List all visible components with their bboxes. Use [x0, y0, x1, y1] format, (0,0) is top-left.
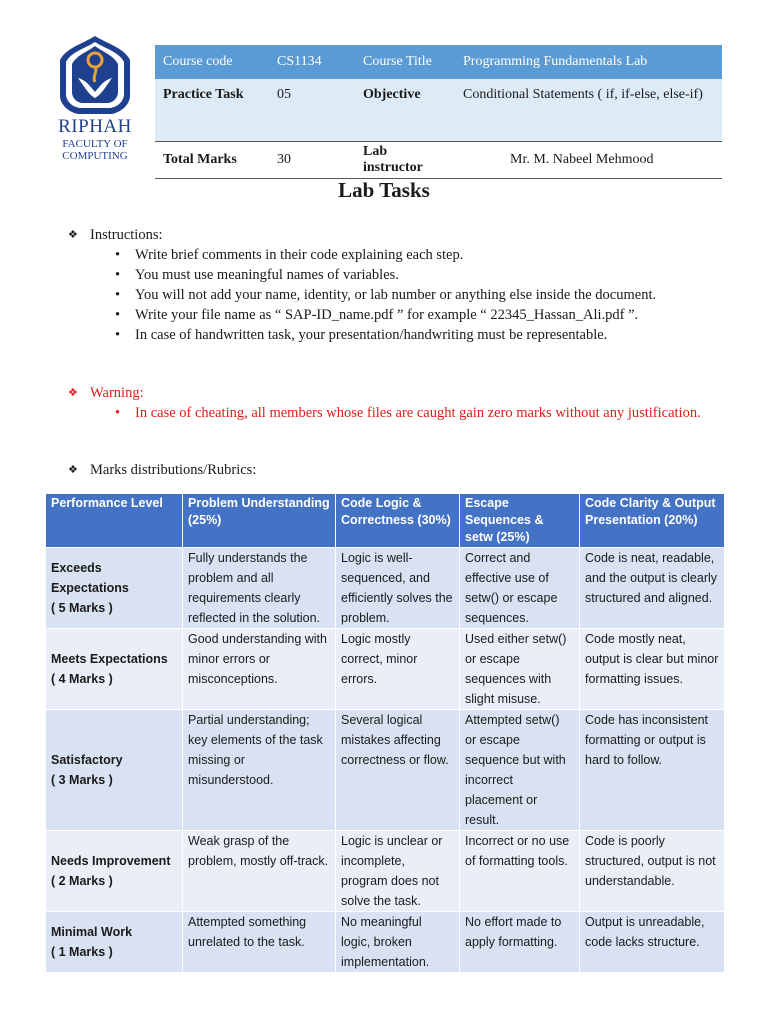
course-title-value: Programming Fundamentals Lab — [455, 45, 722, 79]
table-cell: No meaningful logic, broken implementation. — [336, 912, 460, 973]
level-cell — [46, 912, 183, 973]
lab-instructor-label: Lab instructor — [355, 142, 455, 179]
objective-label: Objective — [355, 79, 455, 142]
warning-heading — [68, 383, 728, 403]
table-cell: Logic mostly correct, minor errors. — [336, 629, 460, 710]
warning-section — [68, 383, 728, 423]
lab-instructor-value: Mr. M. Nabeel Mehmood — [455, 142, 722, 179]
table-cell: Logic is well-sequenced, and efficiently solves the problem. — [336, 548, 460, 629]
table-cell: Logic is unclear or incomplete, program does not solve the task. — [336, 831, 460, 912]
course-info-row-2 — [155, 79, 722, 142]
level-cell — [46, 629, 183, 710]
instruction-text: You will not add your name, identity, or lab number or anything else inside the document. — [135, 287, 657, 303]
table-cell: Code mostly neat, output is clear but minor formatting issues. — [580, 629, 725, 710]
table-cell: Attempted setw() or escape sequence but with incorrect placement or result. — [460, 710, 580, 831]
table-cell: Correct and effective use of setw() or escape sequences. — [460, 548, 580, 629]
instruction-text: Write brief comments in their code explaining each step. — [135, 247, 464, 263]
list-item: • Write brief comments in their code explaining each step. — [115, 247, 464, 263]
rubric-header-cell: Escape Sequences & setw (25%) — [460, 494, 580, 548]
page-title: Lab Tasks — [338, 178, 430, 202]
rubrics-section — [68, 460, 728, 480]
warning-list — [68, 403, 728, 423]
table-cell: Code has inconsistent formatting or output is hard to follow. — [580, 710, 725, 831]
practice-task-value: 05 — [269, 79, 355, 142]
table-row — [46, 629, 725, 710]
diamond-bullet-icon: ❖ — [68, 464, 78, 476]
level-marks: ( 1 Marks ) — [51, 945, 113, 959]
level-name: Exceeds Expectations — [51, 561, 129, 595]
table-cell: Good understanding with minor errors or misconceptions. — [183, 629, 336, 710]
riphah-logo — [52, 34, 138, 164]
table-row — [46, 912, 725, 973]
objective-value: Conditional Statements ( if, if-else, else-if) — [455, 79, 722, 142]
instructions-heading-text: Instructions: — [90, 227, 163, 243]
level-marks: ( 5 Marks ) — [51, 601, 113, 615]
rubrics-heading-text: Marks distributions/Rubrics: — [90, 462, 257, 478]
total-marks-value: 30 — [269, 142, 355, 179]
table-cell: Fully understands the problem and all requirements clearly reflected in the solution. — [183, 548, 336, 629]
rubrics-heading — [68, 460, 728, 480]
rubric-header-row — [46, 494, 725, 548]
logo-name: RIPHAH — [58, 116, 132, 137]
total-marks-label: Total Marks — [155, 142, 269, 179]
logo-subtitle-2: COMPUTING — [62, 150, 128, 162]
rubric-header-cell: Performance Level — [46, 494, 183, 548]
rubric-header-cell: Problem Understanding (25%) — [183, 494, 336, 548]
instructions-list — [68, 245, 728, 345]
table-cell: Several logical mistakes affecting correctness or flow. — [336, 710, 460, 831]
course-code-value: CS1134 — [269, 45, 355, 79]
table-cell: Incorrect or no use of formatting tools. — [460, 831, 580, 912]
table-cell: No effort made to apply formatting. — [460, 912, 580, 973]
warning-heading-text: Warning: — [90, 385, 144, 401]
table-cell: Weak grasp of the problem, mostly off-track. — [183, 831, 336, 912]
course-info-table — [155, 45, 722, 179]
list-item: • In case of cheating, all members whose files are caught gain zero marks without any justification. — [115, 405, 701, 421]
table-cell: Partial understanding; key elements of the task missing or misunderstood. — [183, 710, 336, 831]
logo-subtitle-1: FACULTY OF — [62, 138, 128, 150]
course-code-label: Course code — [155, 45, 269, 79]
table-row — [46, 831, 725, 912]
level-cell — [46, 710, 183, 831]
level-name: Meets Expectations — [51, 652, 168, 666]
rubric-table — [45, 493, 725, 973]
rubric-header-cell: Code Clarity & Output Presentation (20%) — [580, 494, 725, 548]
course-info-row-1 — [155, 45, 722, 79]
level-name: Minimal Work — [51, 925, 133, 939]
level-marks: ( 3 Marks ) — [51, 773, 113, 787]
level-cell — [46, 831, 183, 912]
list-item: • You will not add your name, identity, or lab number or anything else inside the document. — [115, 287, 657, 303]
level-marks: ( 2 Marks ) — [51, 874, 113, 888]
level-cell — [46, 548, 183, 629]
table-row — [46, 548, 725, 629]
course-info-row-3 — [155, 142, 722, 179]
table-cell: Code is poorly structured, output is not understandable. — [580, 831, 725, 912]
instruction-text: Write your file name as “ SAP-ID_name.pdf ” for example “ 22345_Hassan_Ali.pdf ”. — [135, 307, 639, 323]
table-cell: Used either setw() or escape sequences with slight misuse. — [460, 629, 580, 710]
table-row — [46, 710, 725, 831]
instructions-section — [68, 225, 728, 345]
table-cell: Code is neat, readable, and the output is clearly structured and aligned. — [580, 548, 725, 629]
course-title-label: Course Title — [355, 45, 455, 79]
instruction-text: In case of handwritten task, your presentation/handwriting must be representable. — [135, 327, 608, 343]
list-item: • In case of handwritten task, your presentation/handwriting must be representable. — [115, 327, 608, 343]
rubric-header-cell: Code Logic & Correctness (30%) — [336, 494, 460, 548]
practice-task-label: Practice Task — [155, 79, 269, 142]
warning-text: In case of cheating, all members whose files are caught gain zero marks without any justification. — [135, 405, 701, 421]
table-cell: Output is unreadable, code lacks structure. — [580, 912, 725, 973]
instruction-text: You must use meaningful names of variables. — [135, 267, 399, 283]
list-item: • Write your file name as “ SAP-ID_name.pdf ” for example “ 22345_Hassan_Ali.pdf ”. — [115, 307, 639, 323]
diamond-bullet-icon: ❖ — [68, 387, 78, 399]
diamond-bullet-icon: ❖ — [68, 229, 78, 241]
list-item: • You must use meaningful names of variables. — [115, 267, 399, 283]
level-marks: ( 4 Marks ) — [51, 672, 113, 686]
level-name: Needs Improvement — [51, 854, 171, 868]
riphah-emblem-icon — [52, 34, 138, 118]
level-name: Satisfactory — [51, 753, 123, 767]
table-cell: Attempted something unrelated to the task. — [183, 912, 336, 973]
instructions-heading — [68, 225, 728, 245]
